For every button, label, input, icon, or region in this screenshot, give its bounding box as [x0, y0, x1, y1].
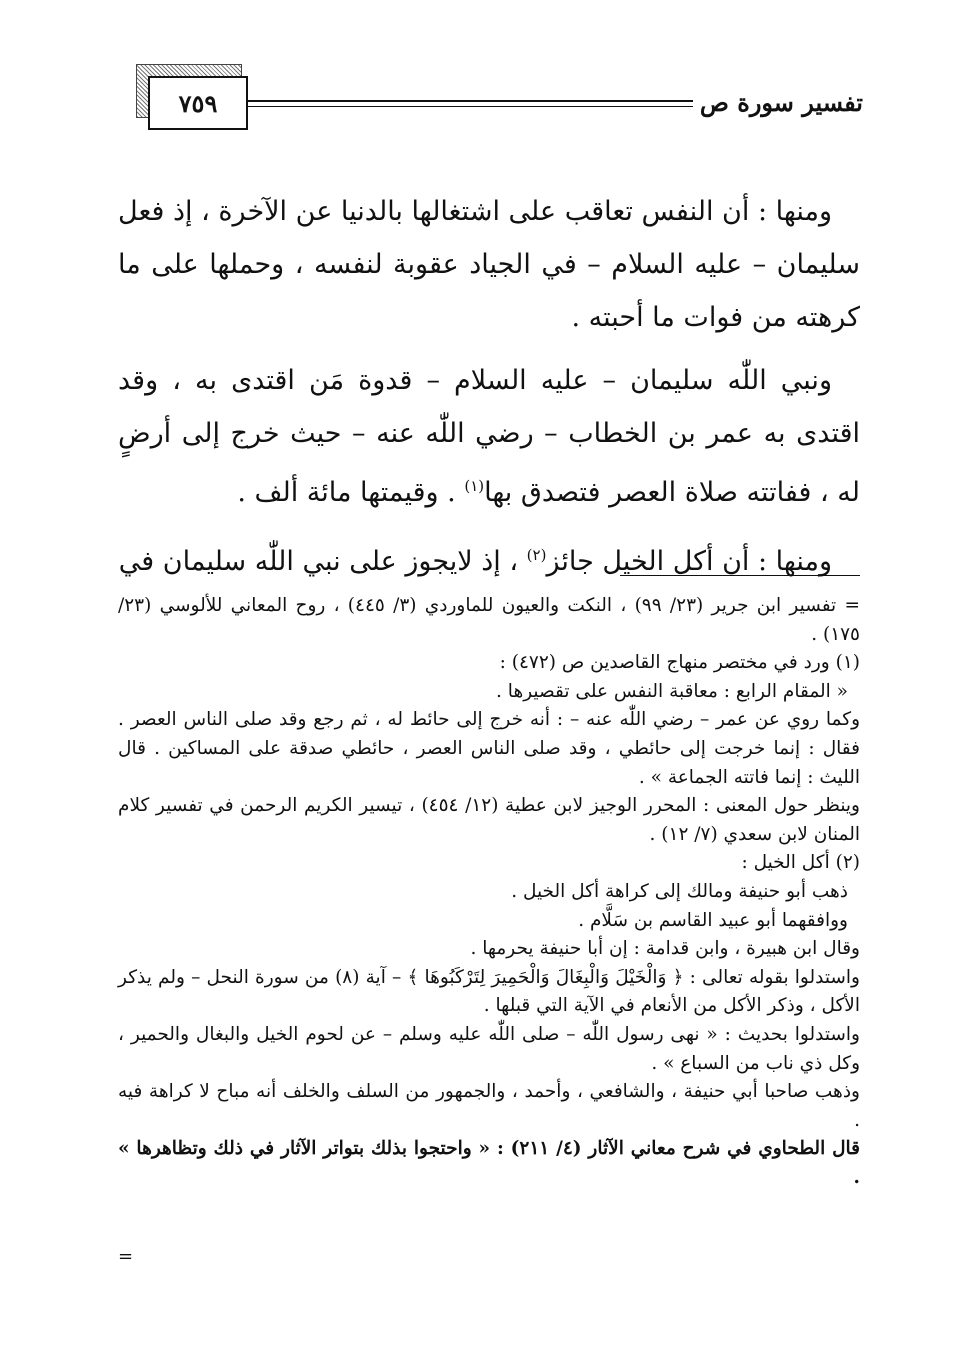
footnote-continued: = تفسير ابن جرير (٢٣/ ٩٩) ، النكت والعيون للماوردي (٣/ ٤٤٥) ، روح المعاني للألوسي (٢٣/ ١٧٥) .: [118, 595, 860, 645]
header-rule: [248, 100, 693, 102]
footnote-2-line: وقال ابن هبيرة ، وابن قدامة : إن أبا حنيفة يحرمها .: [470, 938, 860, 960]
footnote-1-quote: « المقام الرابع : معاقبة النفس على تقصيرها .: [496, 680, 848, 702]
paragraph-2-text: ونبي اللّٰه سليمان – عليه السلام – قدوة مَن اقتدى به ، وقد اقتدى به عمر بن الخطاب – رضي اللّٰه عنه – حيث خرج إلى أرضٍ له ، ففاتته صلاة العصر فتصدق بها: [118, 365, 860, 508]
footnotes: [118, 592, 860, 1192]
running-title: تفسير سورة ص: [699, 88, 863, 117]
footnote-2-line: وذهب صاحبا أبي حنيفة ، والشافعي ، وأحمد ، والجمهور من السلف والخلف أنه مباح لا كراهة فيه .: [118, 1081, 860, 1131]
paragraph-3-cont: إذ لايجوز على نبي اللّٰه سليمان في: [118, 546, 501, 577]
footnote-1-head: (١) ورد في مختصر منهاج القاصدين ص (٤٧٢) :: [499, 652, 860, 674]
footnote-2-line: واستدلوا بحديث : « نهى رسول اللّٰه – صلى اللّٰه عليه وسلم – عن لحوم الخيل والبغال والحمير ، وكل ذي ناب من السباع » .: [118, 1023, 860, 1074]
main-text: [118, 185, 860, 598]
paragraph-3-sep: ،: [500, 546, 527, 577]
footnote-2-head: (٢) أكل الخيل :: [741, 852, 860, 874]
footnote-2-line: ووافقهما أبو عبيد القاسم بن سَلَّام .: [578, 909, 848, 931]
header-rule-thin: [248, 106, 693, 107]
footnote-1-refs: وينظر حول المعنى : المحرر الوجيز لابن عطية (١٢/ ٤٥٤) ، تيسير الكريم الرحمن في تفسير كلام المنان لابن سعدي (٧/ ١٢) .: [118, 795, 860, 845]
footnote-separator: [620, 575, 860, 576]
footnote-2-line: ذهب أبو حنيفة ومالك إلى كراهة أكل الخيل .: [511, 880, 848, 902]
paragraph-1: ومنها : أن النفس تعاقب على اشتغالها بالدنيا عن الآخرة ، إذ فعل سليمان – عليه السلام – في الجياد عقوبة لنفسه ، وحملها على ما كرهته من فوات ما أحبته .: [118, 196, 860, 333]
paragraph-3-text: ومنها : أن أكل الخيل جائز: [546, 546, 832, 577]
footnote-1-text: وكما روي عن عمر – رضي اللّٰه عنه – : أنه خرج إلى حائط له ، ثم رجع وقد صلى الناس العصر . فقال : إنما خرجت إلى حائطي ، وقد صلى الناس العصر ، حائطي صدقة على المساكين . قال الليث : إنما فاتته الجماعة » .: [118, 709, 860, 788]
paragraph-2: [118, 354, 860, 519]
footnote-2-line: واستدلوا بقوله تعالى : ﴿ وَالْخَيْلَ وَالْبِغَالَ وَالْحَمِيرَ لِتَرْكَبُوهَا ﴾ – آية (٨) من سورة النحل – ولم يذكر الأكل ، وذكر الأكل من الأنعام في الآية التي قبلها .: [118, 966, 860, 1017]
footnote-2-line: قال الطحاوي في شرح معاني الآثار (٤/ ٢١١) : « واحتجوا بذلك بتواتر الآثار في ذلك وتظاهرها » .: [118, 1138, 860, 1188]
paragraph-3: [118, 529, 860, 588]
page-number: ٧٥٩: [148, 76, 248, 130]
footnote-ref-2: (٢): [526, 546, 547, 564]
page-header: [118, 64, 863, 134]
continuation-mark: =: [118, 1246, 134, 1267]
footnote-ref-1: (١): [464, 477, 485, 495]
paragraph-2-tail: . وقيمتها مائة ألف .: [237, 477, 465, 508]
